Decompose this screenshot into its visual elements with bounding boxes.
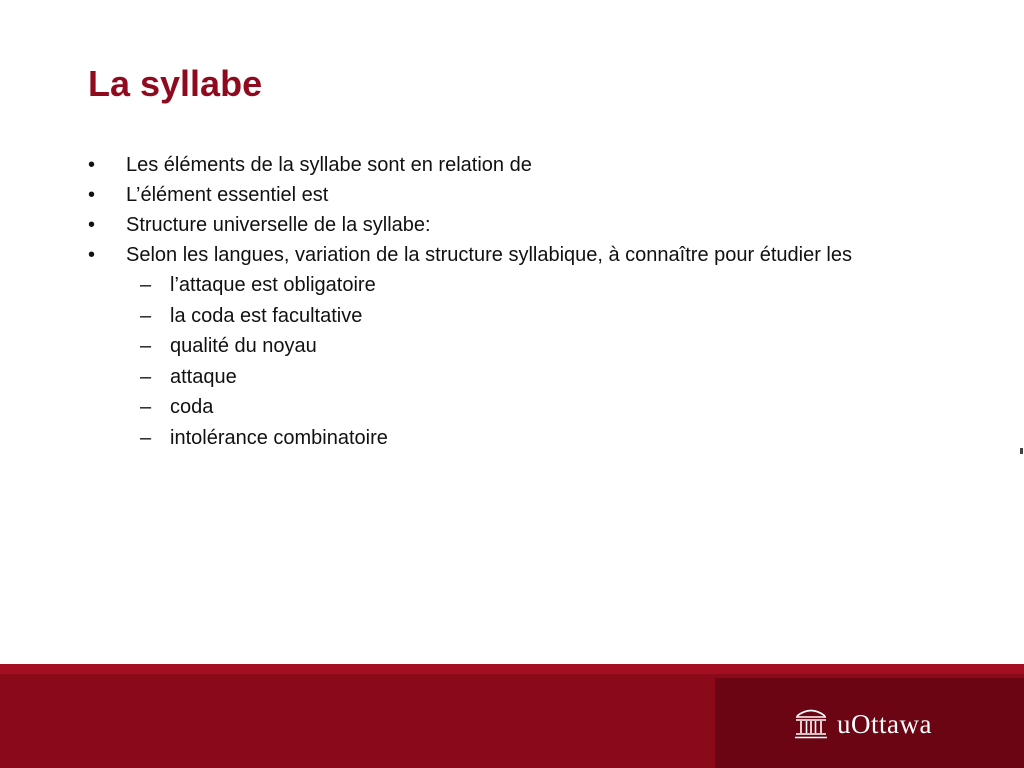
sub-bullet-item bbox=[126, 367, 958, 388]
uottawa-logo bbox=[793, 704, 932, 745]
sub-bullet-item bbox=[126, 428, 958, 449]
sub-bullet-item bbox=[126, 397, 958, 418]
bullet-text: Les éléments de la syllabe sont en relation de bbox=[126, 154, 532, 176]
sub-bullet-text: qualité du noyau bbox=[170, 335, 317, 357]
bullet-marker: • bbox=[88, 244, 96, 266]
bullet-marker: • bbox=[88, 214, 96, 236]
logo-block bbox=[715, 678, 1024, 768]
sub-bullet-list bbox=[126, 275, 958, 449]
bullet-item bbox=[88, 245, 958, 449]
sub-bullet-marker: – bbox=[140, 304, 152, 327]
bullet-item bbox=[88, 215, 958, 236]
sub-bullet-text: l’attaque est obligatoire bbox=[170, 274, 376, 296]
university-building-icon bbox=[793, 704, 829, 745]
logo-wordmark: uOttawa bbox=[837, 709, 932, 739]
sub-bullet-text: intolérance combinatoire bbox=[170, 426, 388, 449]
slide-content bbox=[88, 155, 958, 458]
footer-stripe bbox=[0, 664, 1024, 674]
sub-bullet-text: la coda est facultative bbox=[170, 304, 363, 327]
bullet-text: Selon les langues, variation de la structure syllabique, à connaître pour étudier les bbox=[126, 244, 852, 266]
bullet-marker: • bbox=[88, 184, 96, 206]
sub-bullet-marker: – bbox=[140, 335, 152, 357]
sub-bullet-item bbox=[126, 306, 958, 327]
bullet-item bbox=[88, 185, 958, 206]
sub-bullet-marker: – bbox=[140, 396, 152, 418]
sub-bullet-item bbox=[126, 275, 958, 296]
sub-bullet-marker: – bbox=[140, 365, 152, 388]
sub-bullet-text: attaque bbox=[170, 365, 237, 388]
bullet-list bbox=[88, 155, 958, 449]
slide-title: La syllabe bbox=[88, 63, 263, 104]
sub-bullet-text: coda bbox=[170, 396, 214, 418]
bullet-text: L’élément essentiel est bbox=[126, 184, 329, 206]
sub-bullet-marker: – bbox=[140, 426, 152, 449]
sub-bullet-item bbox=[126, 336, 958, 357]
bullet-text: Structure universelle de la syllabe: bbox=[126, 214, 431, 236]
edge-mark bbox=[1020, 448, 1023, 454]
sub-bullet-marker: – bbox=[140, 274, 152, 296]
bullet-marker: • bbox=[88, 154, 96, 176]
bullet-item bbox=[88, 155, 958, 176]
footer-bar bbox=[0, 664, 1024, 768]
